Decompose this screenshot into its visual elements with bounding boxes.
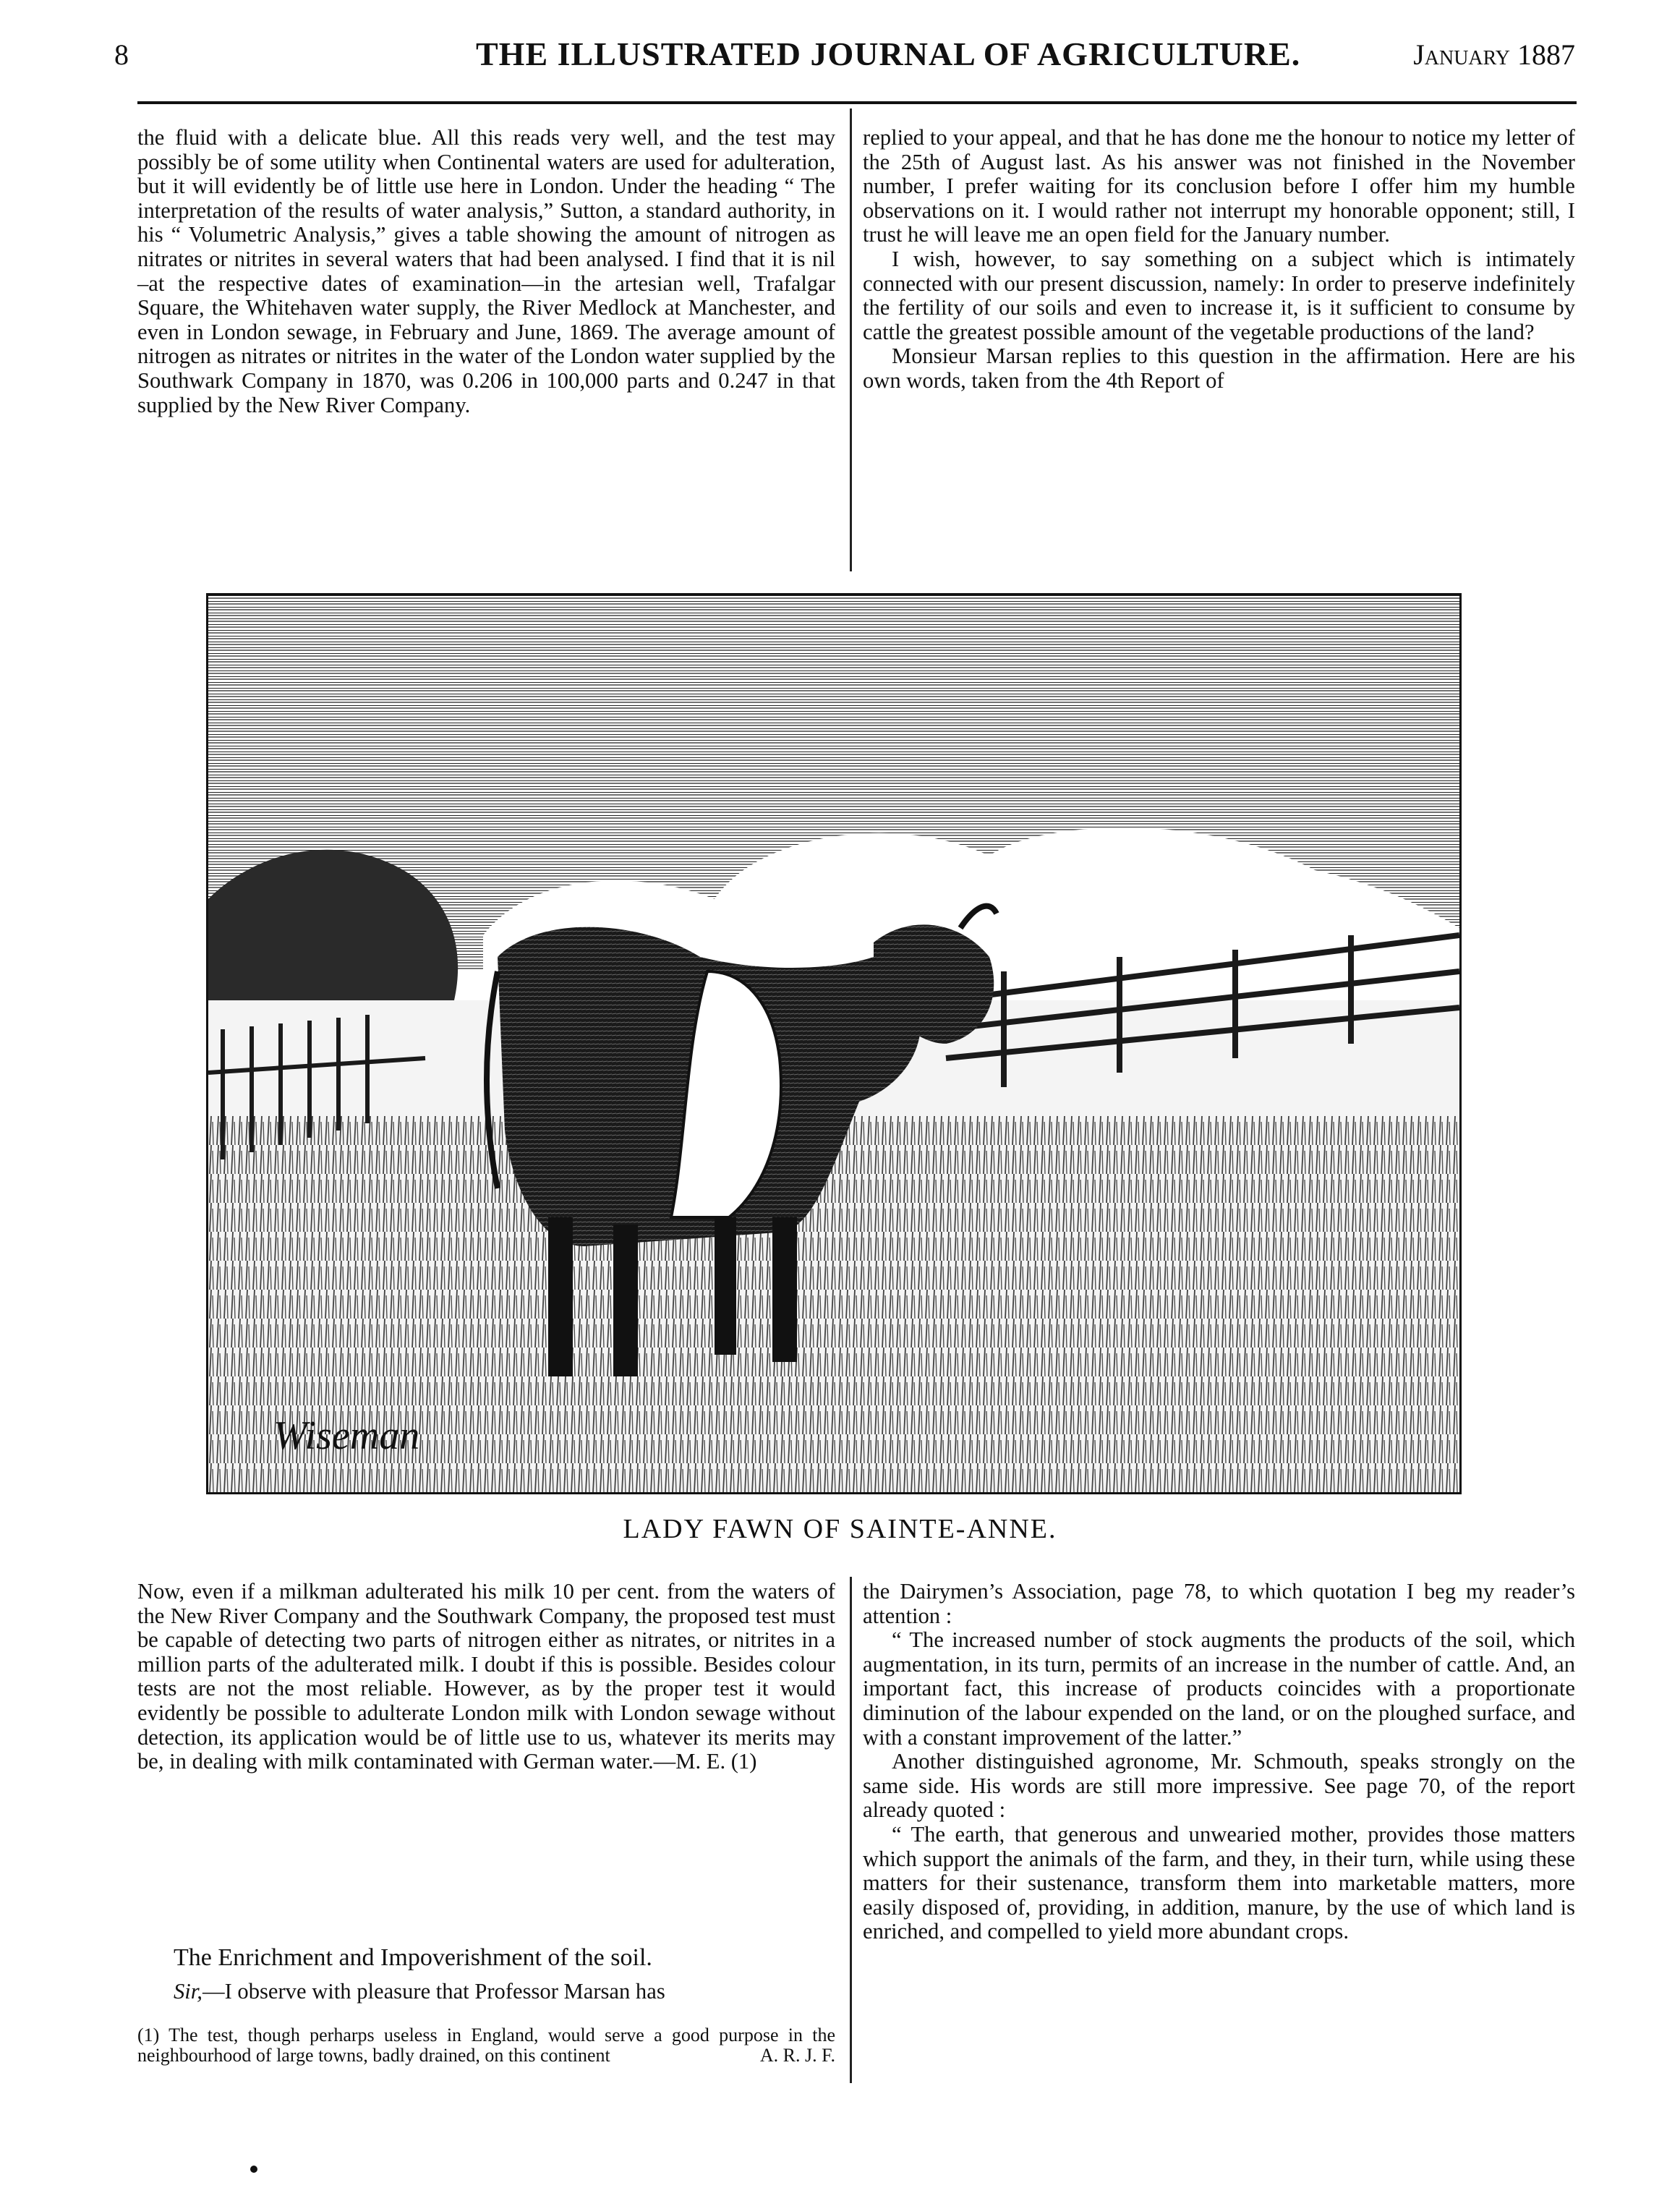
bottom-left-column — [137, 1580, 835, 1774]
page-number: 8 — [114, 38, 129, 71]
engraving-illustration — [208, 595, 1459, 1492]
engraver-signature: Wiseman — [273, 1413, 420, 1458]
top-right-column — [863, 126, 1575, 393]
column-divider — [850, 108, 852, 571]
footnote — [137, 2025, 835, 2066]
footnote-text: (1) The test, though perharps useless in England, would serve a good purpose in the neighbourhood of large towns, badly drained, on this continent — [137, 2025, 835, 2066]
paragraph: the Dairymen’s Association, page 78, to which quotation I beg my reader’s attention : — [863, 1579, 1575, 1628]
letter-opening — [174, 1979, 835, 2004]
opening-text: —I observe with pleasure that Professor Marsan has — [202, 1979, 665, 2004]
page-header — [114, 35, 1575, 81]
paragraph: the fluid with a delicate blue. All this reads very well, and the test may possibly be of some utility when Continental waters are used for adulteration, but it will evidently be of little use here in London. Under the heading “ The interpretation of the results of water analysis,” Sutton, a standard authority, in his “ Volumetric Analysis,” gives a table showing the amount of nitrogen as nitrates or nitrites in several waters that had been analysed. I find that it is nil –at the respective dates of examination—in the artesian well, Trafalgar Square, the Whitehaven water supply, the River Medlock at Manchester, and even in London sewage, in February and June, 1869. The average amount of nitrogen as nitrates or nitrites in the water of the London water supplied by the Southwark Company in 1870, was 0.206 in 100,000 parts and 0.247 in that supplied by the New River Company. — [137, 125, 835, 417]
cow-engraving — [206, 593, 1462, 1494]
figure-caption: LADY FAWN OF SAINTE-ANNE. — [623, 1514, 1057, 1544]
column-divider — [850, 1577, 852, 2083]
paragraph: Monsieur Marsan replies to this question in the affirmation. Here are his own words, taken from the 4th Report of — [863, 344, 1575, 393]
footnote-signature: A. R. J. F. — [759, 2045, 835, 2066]
header-rule — [137, 101, 1577, 104]
issue-date: January 1887 — [1413, 38, 1575, 71]
paragraph: Now, even if a milkman adulterated his milk 10 per cent. from the waters of the New River Company and the Southwark Company, the proposed test must be capable of detecting two parts of nitrogen either as nitrates, or nitrites in a million parts of the adulterated milk. I doubt if this is possible. Besides colour tests are not the most reliable. However, as by the proper test it would evidently be possible to adulterate London milk with London sewage without detection, its application would be of little use to us, whatever its merits may be, in dealing with milk contaminated with German water.—M. E. (1) — [137, 1579, 835, 1774]
section-heading: The Enrichment and Impoverishment of the soil. — [174, 1944, 652, 1971]
paragraph: I wish, however, to say something on a subject which is intimately connected with our present discussion, namely: In order to preserve indefinitely the fertility of our soils and even to increase it, is it sufficient to consume by cattle the greatest possible amount of the vegetable productions of the land? — [863, 246, 1575, 344]
paragraph: replied to your appeal, and that he has done me the honour to notice my letter of the 25th of August last. As his answer was not finished in the November number, I prefer waiting for its conclusion before I offer him my humble observations on it. I would rather not interrupt my honorable opponent; still, I trust he will leave me an open field for the January number. — [863, 125, 1575, 247]
paragraph: Another distinguished agronome, Mr. Schmouth, speaks strongly on the same side. His words are still more impressive. See page 70, of the report already quoted : — [863, 1749, 1575, 1823]
salutation: Sir, — [174, 1979, 202, 2004]
bottom-right-column — [863, 1580, 1575, 1944]
paragraph: “ The earth, that generous and unwearied mother, provides those matters which support the animals of the farm, and they, in their turn, while using these matters for their sustenance, transform them into marketable matters, more easily disposed of, providing, in addition, manure, by the use of which land is enriched, and compelled to yield more abundant crops. — [863, 1821, 1575, 1944]
ink-mark — [250, 2166, 257, 2173]
top-left-column — [137, 126, 835, 417]
journal-title: THE ILLUSTRATED JOURNAL OF AGRICULTURE. — [476, 35, 1301, 72]
paragraph: “ The increased number of stock augments the products of the soil, which augmentation, in its turn, permits of an increase in the number of cattle. And, an important fact, this increase of products coincides with a proportionate diminution of the labour expended on the land, or on the ploughed surface, and with a constant improvement of the latter.” — [863, 1627, 1575, 1750]
